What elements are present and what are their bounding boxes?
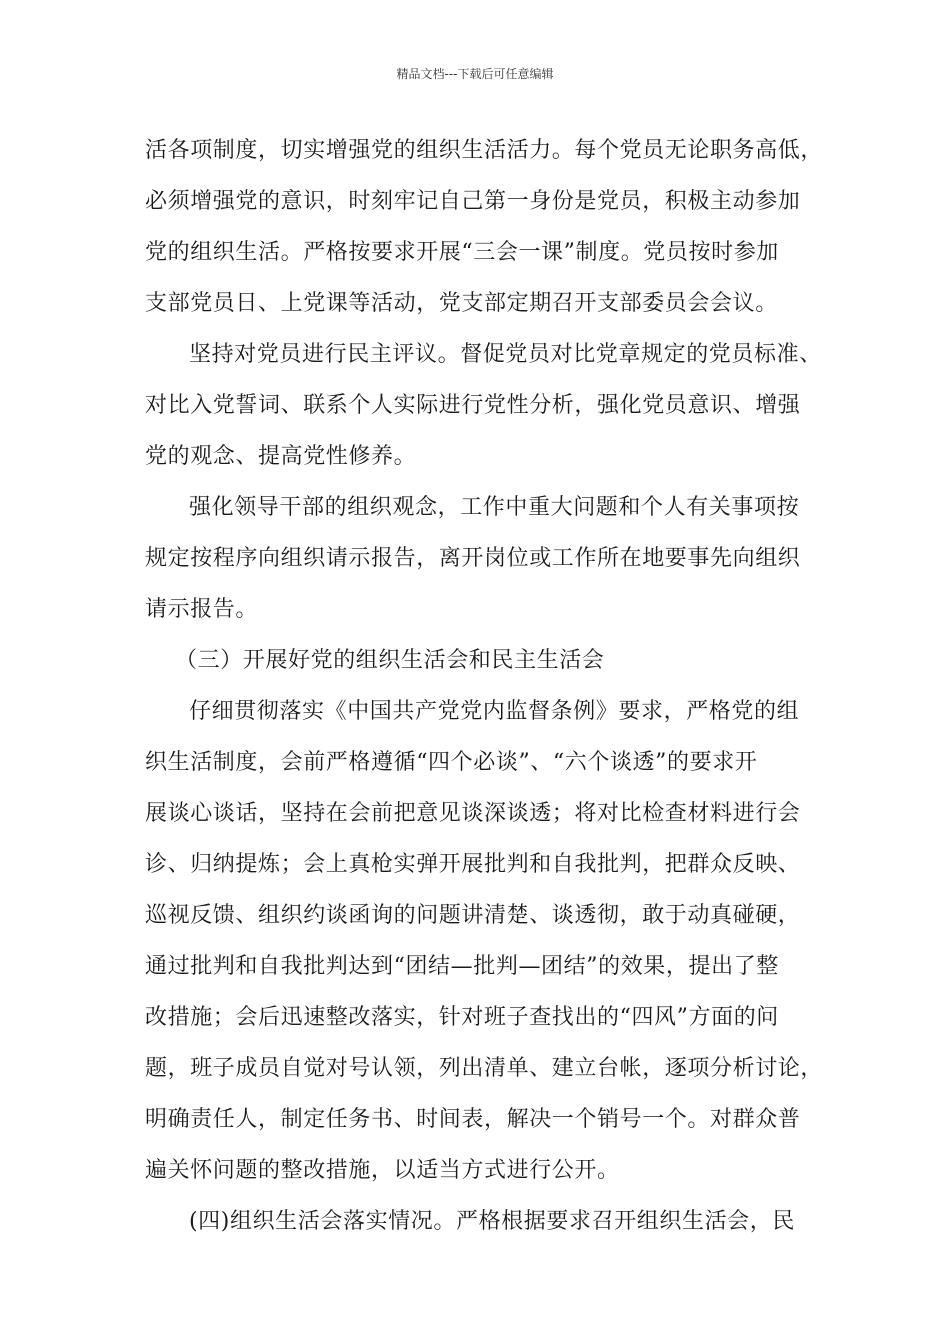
page-header: 精品文档---下载后可任意编辑 <box>396 67 554 81</box>
text-line: 诊、归纳提炼；会上真枪实弹开展批判和自我批判，把群众反映、 <box>145 852 801 877</box>
text-line: 强化领导干部的组织观念，工作中重大问题和个人有关事项按 <box>189 495 800 520</box>
document-body <box>145 125 824 1247</box>
text-line: 织生活制度，会前严格遵循“四个必谈”、“六个谈透”的要求开 <box>145 750 758 775</box>
text-line: 巡视反馈、组织约谈函询的问题讲清楚、谈透彻，敢于动真碰硬， <box>145 903 801 928</box>
text-line: 党的组织生活。严格按要求开展“三会一课”制度。党员按时参加 <box>145 240 779 265</box>
heading-text: （三）开展好党的组织生活会和民主生活会 <box>175 648 605 673</box>
text-line: 通过批判和自我批判达到“团结—批判—团结”的效果，提出了整 <box>145 954 779 979</box>
text-line: 必须增强党的意识，时刻牢记自己第一身份是党员，积极主动参加 <box>145 189 801 214</box>
paragraph <box>145 125 824 329</box>
text-line: 支部党员日、上党课等活动，党支部定期召开支部委员会会议。 <box>145 291 778 316</box>
text-line: (四)组织生活会落实情况。严格根据要求召开组织生活会，民 <box>189 1209 795 1234</box>
text-line: 改措施；会后迅速整改落实，针对班子查找出的“四风”方面的问 <box>145 1005 779 1030</box>
text-line: 对比入党誓词、联系个人实际进行党性分析，强化党员意识、增强 <box>145 393 801 418</box>
paragraph <box>145 482 813 635</box>
text-line: 党的观念、提高党性修养。 <box>145 444 417 469</box>
section-heading <box>145 635 813 686</box>
text-line: 明确责任人，制定任务书、时间表，解决一个销号一个。对群众普 <box>145 1107 801 1132</box>
text-line: 活各项制度，切实增强党的组织生活活力。每个党员无论职务高低， <box>145 138 824 163</box>
text-line: 请示报告。 <box>145 597 259 622</box>
text-line: 遍关怀问题的整改措施，以适当方式进行公开。 <box>145 1158 620 1183</box>
paragraph <box>145 1196 813 1247</box>
text-line: 规定按程序向组织请示报告，离开岗位或工作所在地要事先向组织 <box>145 546 801 571</box>
text-line: 展谈心谈话，坚持在会前把意见谈深谈透；将对比检查材料进行会 <box>145 801 801 826</box>
text-line: 坚持对党员进行民主评议。督促党员对比党章规定的党员标准、 <box>189 342 822 367</box>
text-line: 题，班子成员自觉对号认领，列出清单、建立台帐，逐项分析讨论， <box>145 1056 824 1081</box>
paragraph <box>145 686 824 1196</box>
text-line: 仔细贯彻落实《中国共产党党内监督条例》要求，严格党的组 <box>189 699 800 724</box>
paragraph <box>145 329 822 482</box>
